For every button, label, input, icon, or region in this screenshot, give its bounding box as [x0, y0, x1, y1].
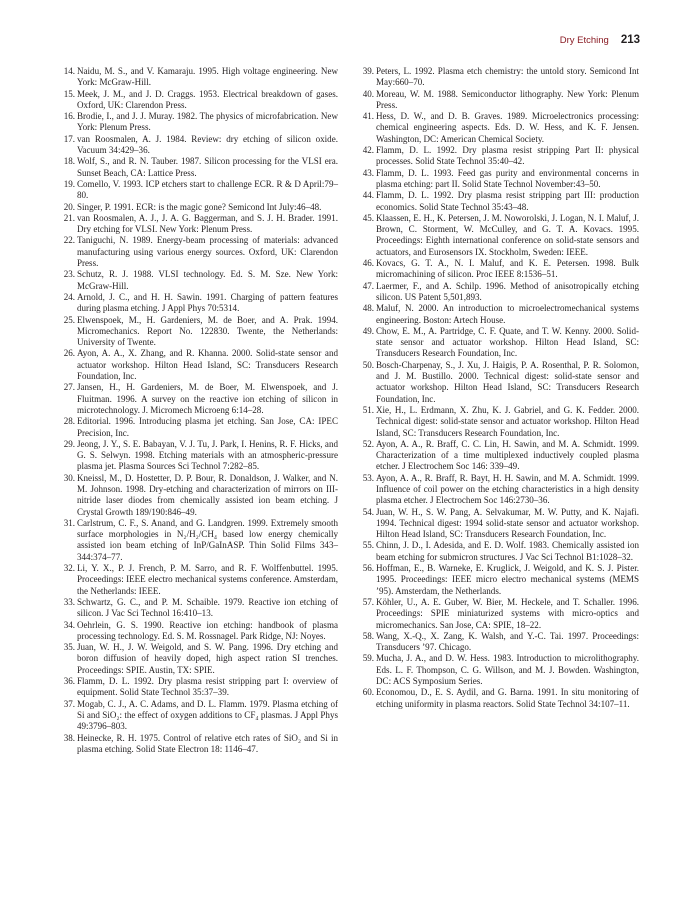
reference-39: 39. Peters, L. 1992. Plasma etch chemistry: the untold story. Semicond Int May:660–70.	[362, 66, 639, 88]
reference-24: 24. Arnold, J. C., and H. H. Sawin. 1991. Charging of pattern features during plasma etching. J Appl Phys 70:5314.	[63, 291, 338, 314]
reference-36: 36. Flamm, D. L. 1992. Dry plasma resist stripping part I: overview of equipment. Solid State Technol 35:37–39.	[63, 676, 338, 698]
reference-58: 58. Wang, X.-Q., X. Zang, K. Walsh, and Y.-C. Tai. 1997. Proceedings: Transducers ’97. Chicago.	[362, 630, 639, 653]
page-header	[560, 33, 640, 47]
reference-35: 35. Juan, W. H., J. W. Weigold, and S. W. Pang. 1996. Dry etching and boron diffusion of heavily doped, high aspect ration SI trenches. Proceedings: SPIE. Austin, TX: SPIE.	[63, 642, 338, 675]
reference-43: 43. Flamm, D. L. 1993. Feed gas purity and environmental concerns in plasma etching: part II. Solid State Technol November:43–50.	[362, 167, 639, 189]
references-left-column	[60, 66, 338, 755]
reference-60: 60. Economou, D., E. S. Aydil, and G. Barna. 1991. In situ monitoring of etching uniformity in plasma reactors. Solid State Technol 34:107–11.	[362, 687, 639, 709]
reference-15: 15. Meek, J. M., and J. D. Craggs. 1953. Electrical breakdown of gases. Oxford, UK: Clarendon Press.	[63, 88, 338, 110]
running-title: Dry Etching	[559, 34, 609, 46]
reference-25: 25. Elwenspoek, M., H. Gardeniers, M. de Boer, and A. Prak. 1994. Micromechanics. Report No. 122830. Twente, the Netherlands: University of Twente.	[63, 314, 338, 348]
reference-59: 59. Mucha, J. A., and D. W. Hess. 1983. Introduction to microlithography. Eds. L. F. Thompson, C. G. Willson, and M. J. Bowden. Washington, DC: ACS Symposium Series.	[362, 653, 639, 687]
reference-41: 41. Hess, D. W., and D. B. Graves. 1989. Microelectronics processing: chemical engineering aspects. Eds. D. W. Hess, and K. F. Jensen. Washington, DC: American Chemical Society.	[362, 111, 639, 144]
reference-49: 49. Chow, E. M., A. Partridge, C. F. Quate, and T. W. Kenny. 2000. Solid-state sensor and actuator workshop. Hilton Head Island, SC: Transducers Research Foundation, Inc.	[362, 325, 639, 359]
reference-22: 22. Taniguchi, N. 1989. Energy-beam processing of materials: advanced manufacturing using various energy sources. Oxford, UK: Clarendon Press.	[63, 235, 338, 269]
reference-46: 46. Kovacs, G. T. A., N. I. Maluf, and K. E. Petersen. 1998. Bulk micromachining of silicon. Proc IEEE 8:1536–51.	[362, 258, 639, 280]
reference-19: 19. Comello, V. 1993. ICP etchers start to challenge ECR. R & D April:79–80.	[63, 178, 338, 201]
reference-23: 23. Schutz, R. J. 1988. VLSI technology. Ed. S. M. Sze. New York: McGraw-Hill.	[63, 269, 338, 291]
reference-18: 18. Wolf, S., and R. N. Tauber. 1987. Silicon processing for the VLSI era. Sunset Beach, CA: Lattice Press.	[63, 156, 338, 178]
reference-21: 21. van Roosmalen, A. J., J. A. G. Baggerman, and S. J. H. Brader. 1991. Dry etching for VLSI. New York: Plenum Press.	[63, 212, 338, 235]
page-number: 213	[620, 34, 640, 46]
reference-30: 30. Kneissl, M., D. Hostetter, D. P. Bour, R. Donaldson, J. Walker, and N. M. Johnson. 1998. Dry-etching and characterization of mirrors on III-nitride laser diodes from chemically assisted ion beam etching. J Crystal Growth 189/190:846–49.	[63, 472, 338, 517]
reference-14: 14. Naidu, M. S., and V. Kamaraju. 1995. High voltage engineering. New York: McGraw-Hill.	[63, 66, 338, 88]
reference-50: 50. Bosch-Charpenay, S., J. Xu, J. Haigis, P. A. Rosenthal, P. R. Solomon, and J. M. Bustillo. 2000. Technical digest: solid-state sensor and actuator workshop. Hilton Head Island, SC: Transducers Research Foundation, Inc.	[362, 359, 639, 404]
reference-28: 28. Editorial. 1996. Introducing plasma jet etching. San Jose, CA: IPEC Precision, Inc.	[63, 416, 338, 438]
reference-20: 20. Singer, P. 1991. ECR: is the magic gone? Semicond Int July:46–48.	[63, 201, 322, 212]
reference-53: 53. Ayon, A. A., R. Braff, R. Bayt, H. H. Sawin, and M. A. Schmidt. 1999. Influence of coil power on the etching characteristics in a high density plasma etcher. J Electrochem Soc 146:2730–36.	[362, 472, 639, 506]
reference-29: 29. Jeong, J. Y., S. E. Babayan, V. J. Tu, J. Park, I. Henins, R. F. Hicks, and G. S. Selwyn. 1998. Etching materials with an atmospheric-pressure plasma jet. Plasma Sources Sci Technol 7:282–85.	[63, 438, 338, 472]
reference-26: 26. Ayon, A. A., X. Zhang, and R. Khanna. 2000. Solid-state sensor and actuator workshop. Hilton Head Island, SC: Transducers Research Foundation, Inc.	[63, 348, 338, 382]
reference-56: 56. Hoffman, E., B. Warneke, E. Kruglick, J. Weigold, and K. S. J. Pister. 1995. Proceedings: IEEE micro electro mechanical systems (MEMS ’95). Amsterdam, the Netherlands.	[362, 563, 639, 596]
reference-52: 52. Ayon, A. A., R. Braff, C. C. Lin, H. Sawin, and M. A. Schmidt. 1999. Characterization of a time multiplexed inductively coupled plasma etcher. J Electrochem Soc 146: 339–49.	[362, 438, 639, 472]
reference-27: 27. Jansen, H., H. Gardeniers, M. de Boer, M. Elwenspoek, and J. Fluitman. 1996. A survey on the reactive ion etching of silicon in microtechnology. J. Micromech Microeng 6:14–28.	[63, 382, 338, 415]
reference-38: 38. Heinecke, R. H. 1975. Control of relative etch rates of SiO₂ and Si in plasma etching. Solid State Electron 18: 1146–47.	[63, 732, 338, 754]
reference-48: 48. Maluf, N. 2000. An introduction to microelectromechanical systems engineering. Boston: Artech House.	[362, 303, 639, 325]
reference-34: 34. Oehrlein, G. S. 1990. Reactive ion etching: handbook of plasma processing technology. Ed. S. M. Rossnagel. Park Ridge, NJ: Noyes.	[63, 619, 338, 641]
reference-40: 40. Moreau, W. M. 1988. Semiconductor lithography. New York: Plenum Press.	[362, 88, 639, 110]
reference-31: 31. Carlstrum, C. F., S. Anand, and G. Landgren. 1999. Extremely smooth surface morphologies in N₂/H₂/CH₄ based low energy chemically assisted ion beam etching of InP/GaInASP. Thin Solid Films 343–344:374–77.	[63, 517, 338, 562]
reference-32: 32. Li, Y. X., P. J. French, P. M. Sarro, and R. F. Wolffenbuttel. 1995. Proceedings: IEEE electro mechanical systems conference. Amsterdam, the Netherlands: IEEE.	[63, 563, 338, 596]
reference-55: 55. Chinn, J. D., I. Adesida, and E. D. Wolf. 1983. Chemically assisted ion beam etching for submicron structures. J Vac Sci Technol B1:1028–32.	[362, 540, 639, 562]
reference-54: 54. Juan, W. H., S. W. Pang, A. Selvakumar, M. W. Putty, and K. Najafi. 1994. Technical digest: 1994 solid-state sensor and actuator workshop. Hilton Head Island, SC: Transducers Research Foundation, Inc.	[362, 506, 639, 540]
reference-44: 44. Flamm, D. L. 1992. Dry plasma resist stripping part III: production economics. Solid State Technol 35:43–48.	[362, 190, 639, 212]
reference-45: 45. Klaassen, E. H., K. Petersen, J. M. Noworolski, J. Logan, N. I. Maluf, J. Brown, C. Storment, W. McCulley, and G. T. A. Kovacs. 1995. Proceedings: Eighth international conference on solid-state sensors and actuators, and Eurosensors IX. Stockholm, Sweden: IEEE.	[362, 212, 639, 257]
reference-33: 33. Schwartz, G. C., and P. M. Schaible. 1979. Reactive ion etching of silicon. J Vac Sci Technol 16:410–13.	[63, 596, 338, 619]
reference-17: 17. van Roosmalen, A. J. 1984. Review: dry etching of silicon oxide. Vacuum 34:429–36.	[63, 133, 338, 156]
reference-57: 57. Köhler, U., A. E. Guber, W. Bier, M. Heckele, and T. Schaller. 1996. Proceedings: SPIE miniaturized systems with micro-optics and micromechanics. San Jose, CA: SPIE, 18–22.	[362, 596, 639, 630]
reference-51: 51. Xie, H., L. Erdmann, X. Zhu, K. J. Gabriel, and G. K. Fedder. 2000. Technical digest: solid-state sensor and actuator workshop. Hilton Head Island, SC: Transducers Research Foundation, Inc.	[362, 404, 639, 438]
references-right-column	[359, 66, 639, 710]
reference-37: 37. Mogab, C. J., A. C. Adams, and D. L. Flamm. 1979. Plasma etching of Si and SiO₂: the effect of oxygen additions to CF₄ plasmas. J Appl Phys 49:3796–803.	[63, 698, 338, 732]
reference-16: 16. Brodie, I., and J. J. Muray. 1982. The physics of microfabrication. New York: Plenum Press.	[63, 111, 338, 133]
reference-47: 47. Laermer, F., and A. Schilp. 1996. Method of anisotropically etching silicon. US Patent 5,501,893.	[362, 280, 639, 302]
reference-42: 42. Flamm, D. L. 1992. Dry plasma resist stripping Part II: physical processes. Solid State Technol 35:40–42.	[362, 145, 639, 167]
